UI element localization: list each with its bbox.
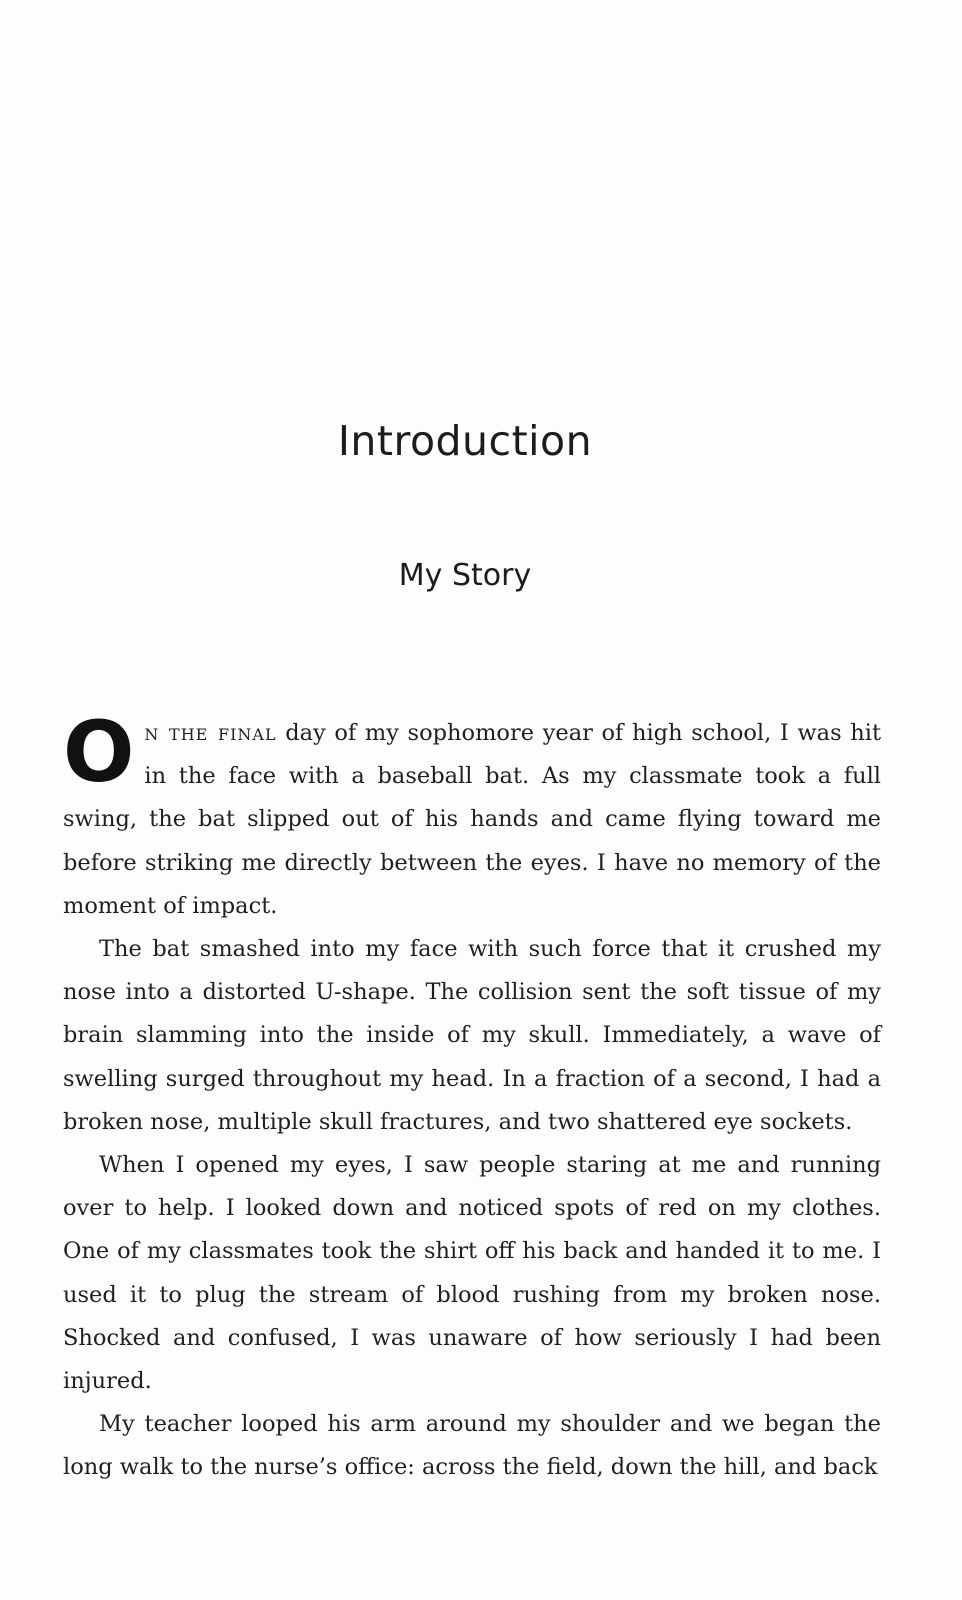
chapter-title: Introduction [337, 417, 593, 466]
chapter-subtitle: My Story [398, 557, 532, 593]
lead-small-caps: n the final [144, 720, 277, 746]
drop-cap: O [63, 703, 135, 801]
paragraph-2: The bat smashed into my face with such force that it crushed my nose into a distorted U-shape. The collision sent the soft tissue of my brain slamming into the inside of my skull. Immediately, a wave of swelling surged throughout my head. In a fraction of a second, I had a broken nose, multiple skull fractures, and two shattered eye sockets. [63, 936, 881, 1135]
paragraph-4: My teacher looped his arm around my shoulder and we began the long walk to the nurse’s office: across the field, down the hill, and back [63, 1411, 881, 1481]
paragraph-1-text: day of my sophomore year of high school, I was hit in the face with a baseball bat. As my classmate took a full swing, the bat slipped out of his hands and came flying toward me before striking me directly between the eyes. I have no memory of the moment of impact. [63, 720, 881, 919]
paragraph-3: When I opened my eyes, I saw people staring at me and running over to help. I looked down and noticed spots of red on my clothes. One of my classmates took the shirt off his back and handed it to me. I used it to plug the stream of blood rushing from my broken nose. Shocked and confused, I was unaware of how seriously I had been injured. [63, 1152, 881, 1395]
body-text [63, 703, 881, 1490]
paragraph-1 [63, 703, 881, 928]
